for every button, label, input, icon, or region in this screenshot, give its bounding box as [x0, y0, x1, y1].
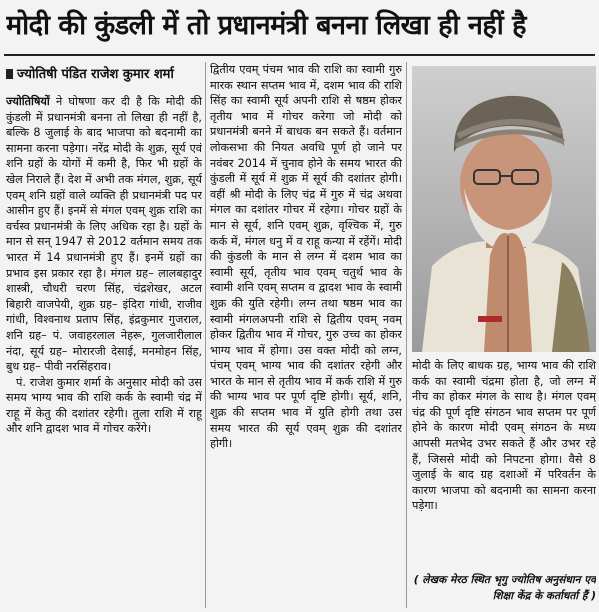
byline-text: ज्योतिषी पंडित राजेश कुमार शर्मा: [17, 67, 174, 82]
article-column-2: [210, 62, 402, 610]
lead-word: ज्योतिषियों: [6, 95, 50, 108]
column2-paragraph-1: द्वितीय एवम् पंचम भाव की राशि का स्वामी गुरु मारक स्थान सप्तम भाव में, दशम भाव की राशि सिंह का स्वामी सूर्य अपनी राशि से षष्ठम होकर तृतीय भाव में गोचर करेगा जो मोदी को प्रधानमंत्री बनने में बाधक बन सकते हैं। वर्तमान लोकसभा की नियत अवधि पूर्ण हो जाने पर नवंबर 2014 में चुनाव होने के समय भारत की कुंडली में सूर्य में शुक्र में सूर्य की दशांतर होगी। वहीं श्री मोदी के लिए चंद्र में गुरु में चंद्र अथवा मंगल का दशांतर गोचर में रहेगा। गोचर ग्रहों के मान से सूर्य, शनि एवम् शुक्र, वृश्चिक में, गुरु कर्क में, मंगल धनु में व राहू कन्या में रहेंगें। मोदी की कुंडली के मान से लग्न में दशम भाव का स्वामी सूर्य, तृतीय भाव एवम् चतुर्थ भाव के स्वामी शनि एवम् सप्तम व द्वादश भाव के स्वामी शुक्र की युति रहेगी। लग्न तथा षष्ठम भाव का स्वामी मंगलअपनी राशि से द्वितीय एवम् नवम् होकर द्वितीय भाव में गोचर, गुरु उच्च का होकर भाग्य भाव में होगा। उस वक्त मोदी को लग्न, पंचम् एवम् भाग्य भाव की दशांतर रहेगी और भारत के मान से तृतीय भाव में कर्क राशि में गुरु की भाग्य भाव पर पूर्ण दृष्टि होगी। सूर्य, शनि, शुक्र की सप्तम भाव में युति होगी तथा उस समय भारत की सूर्य एवम् शुक्र की दशांतर होगी।: [210, 63, 402, 451]
author-credit: ( लेखक मेरठ स्थित भृगु ज्योतिष अनुसंधान एवं शिक्षा केंद्र के कर्ताधर्ता हैं ): [413, 574, 596, 602]
portrait-photo: [412, 66, 596, 352]
column3-paragraph-1: मोदी के लिए बाधक ग्रह, भाग्य भाव की राशि कर्क का स्वामी चंद्रमा होता है, जो लग्न में नीच का होकर मंगल के साथ है। मंगल एवम् चंद्र की पूर्ण दृष्टि संगठन भाव सप्तम पर पूर्ण होने के कारण मोदी एवम् संगठन के मध्य आपसी मतभेद उभर सकते हैं और उभर रहे हैं, जिससे मोदी को निपटना होगा। वैसे 8 जुलाई के बाद ग्रह दशाओं में परिवर्तन के कारण भाजपा को बदनामी का सामना करना पड़ेगा।: [412, 359, 596, 513]
article-column-1: [6, 94, 202, 610]
column1-paragraph-2: पं. राजेश कुमार शर्मा के अनुसार मोदी को उस समय भाग्य भाव की राशि कर्क के स्वामी चंद्र में राहू में केतु की दशांतर रहेगी। तुला राशि में राहू और शनि द्वादश भाव में गोचर करेंगे।: [6, 375, 202, 436]
headline-rule: [4, 54, 595, 56]
portrait-illustration-icon: [412, 66, 596, 352]
byline-marker-icon: [6, 69, 13, 79]
column-divider-2: [406, 62, 407, 608]
byline: [6, 60, 202, 90]
headline: मोदी की कुंडली में तो प्रधानमंत्री बनना लिखा ही नहीं है: [6, 10, 526, 41]
column1-paragraph-1: [6, 94, 202, 375]
column-divider-1: [205, 62, 206, 608]
article-column-3: [412, 358, 596, 568]
column1-text-1: ने घोषणा कर दी है कि मोदी की कुंडली में प्रधानमंत्री बनना तो लिखा ही नहीं है, बल्कि 8 जुलाई के बाद भाजपा को बदनामी का सामना करना पड़ेगा। नरेंद्र मोदी के शुक्र, सूर्य एवं शनि ग्रहों के योगों में कमी है, फिर भी ग्रहों के खेल निराले हैं। देश में अभी तक मंगल, शुक्र, सूर्य एवम् शनि ग्रहों वाले व्यक्ति ही प्रधानमंत्री पद पर आसीन हुए हैं। इनमें से मंगल एवम् शुक्र राशि का वर्चस्व प्रधानमंत्री के लिए अधिक रहा है। ग्रहों के मान से सन् 1947 से 2012 वर्तमान समय तक भारत में 14 प्रधानमंत्री हुए हैं। इनमें ग्रहों का प्रभाव इस प्रकार रहा है। मंगल ग्रह– लालबहादुर शास्त्री, चौधरी चरण सिंह, चंद्रशेखर, अटल बिहारी वाजपेयी, शुक्र ग्रह– इंदिरा गांधी, राजीव गांधी, विश्वनाथ प्रताप सिंह, इंद्रकुमार गुजराल, शनि ग्रह– पं. जवाहरलाल नेहरू, गुलजारीलाल नंदा, सूर्य ग्रह– मोरारजी देसाई, मनमोहन सिंह, बुध ग्रह– पीवी नरसिंहराव।: [6, 95, 202, 374]
